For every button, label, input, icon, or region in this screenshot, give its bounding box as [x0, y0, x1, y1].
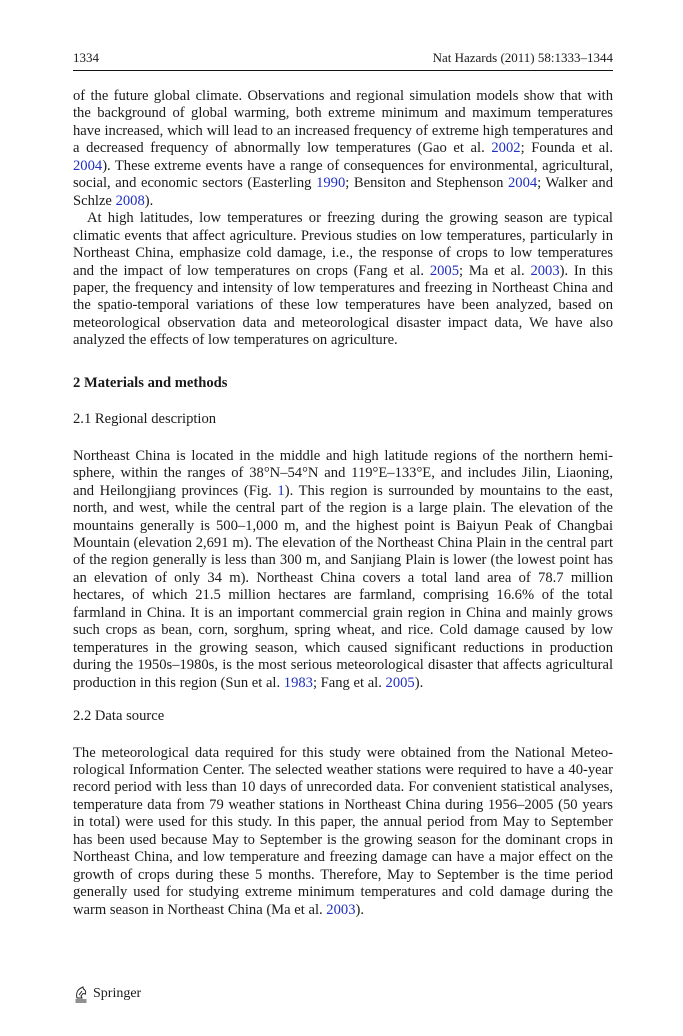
citation-link[interactable]: 2004 [73, 157, 103, 174]
paragraph: of the future global climate. Observations and regional simulation models show that with the background of global warming, both extreme minimum and maximum temperatures have increased, which will lead to an increased frequency of extreme high temperatures and a decreased frequency of abnormally low temperatures (Gao et al. 2002; Founda et al. 2004). These extreme events have a range of consequences for environmental, agricultural, social, and economic sectors (Easterling 1990; Bensiton and Stephenson 2004; Walker and Schlze 2008). [73, 88, 613, 209]
spacer [73, 726, 613, 745]
spacer [73, 692, 613, 708]
running-header [73, 50, 613, 66]
subsection-heading: 2.1 Regional description [73, 411, 217, 428]
header-rule [73, 70, 613, 71]
citation-link[interactable]: 2003 [530, 262, 560, 279]
spacer [73, 392, 613, 411]
citation-link[interactable]: 2005 [385, 674, 415, 691]
subsection-heading: 2.2 Data source [73, 708, 165, 725]
springer-logo-icon [73, 985, 89, 1003]
spacer [73, 350, 613, 375]
citation-link[interactable]: 2004 [507, 175, 538, 192]
citation-link[interactable]: 1983 [283, 674, 313, 691]
paragraph: The meteorological data required for this study were obtained from the National Meteorological Information Center. The selected weather stations were required to have a 40-year record period with less than 10 days of unrecorded data. For convenient statistical analyses, temperature data from 79 weather stations in Northeast China during 1956–2005 (50 years in total) were used for this study. In this paper, the annual period from May to September has been used because May to September is the growing season for the dominant crops in Northeast China, and low temperature and freezing damage can have a major effect on the growth of crops during these 5 months. Therefore, May to September is the time period generally used for studying extreme minimum temperatures and cold damage during the warm season in Northeast China (Ma et al. 2003). [73, 744, 613, 918]
citation-link[interactable]: 2005 [429, 262, 459, 279]
citation-link[interactable]: 2002 [491, 140, 521, 157]
footer [73, 984, 141, 1004]
body-text [73, 88, 613, 919]
spacer [73, 429, 613, 448]
paragraph: At high latitudes, low temperatures or freezing during the growing season are typical climatic events that affect agriculture. Previous studies on low temperatures, particularly in Northeast China, emphasize cold damage, i.e., the response of crops to low temperatures and the impact of low temperatures on crops (Fang et al. 2005; Ma et al. 2003). In this paper, the frequency and intensity of low temperatures and freezing in Northeast China and the spatio-temporal variations of these low temperatures have been analyzed, based on meteorological observation data and meteorological disaster impact data, We have also analyzed the effects of low temperatures on agriculture. [73, 210, 613, 349]
journal-citation: Nat Hazards (2011) 58:1333–1344 [432, 50, 613, 65]
page-number: 1334 [73, 50, 99, 65]
section-heading: 2 Materials and methods [73, 374, 228, 391]
publisher-name: Springer [93, 986, 142, 1001]
citation-link[interactable]: 2008 [115, 192, 145, 209]
citation-link[interactable]: 2003 [326, 901, 356, 918]
citation-link[interactable]: 1990 [316, 175, 346, 192]
citation-link[interactable]: 1 [277, 482, 285, 499]
paragraph: Northeast China is located in the middle and high latitude regions of the northern hemisphere, within the ranges of 38°N–54°N and 119°E–133°E, and includes Jilin, Liaoning, and Heilongjiang provinces (Fig. 1). This region is surrounded by mountains to the east, north, and west, while the central part of the region is a large plain. The elevation of the mountains generally is 500–1,000 m, and the highest point is Baiyun Peak of Changbai Mountain (elevation 2,691 m). The elevation of the Northeast China Plain in the central part of the region generally is less than 300 m, and Sanjiang Plain is lower (the lowest point has an elevation of only 34 m). Northeast China covers a total land area of 78.7 million hectares, of which 21.5 million hectares are farmland, comprising 16.6% of the total farmland in China. It is an important commercial grain region in China and mainly grows such crops as bean, corn, sorghum, spring wheat, and rice. Cold damage caused by low temperatures in the growing season, which caused significant reductions in production during the 1950s–1980s, is the most serious meteorological disaster that affects agricultural production in this region (Sun et al. 1983; Fang et al. 2005). [73, 447, 613, 691]
